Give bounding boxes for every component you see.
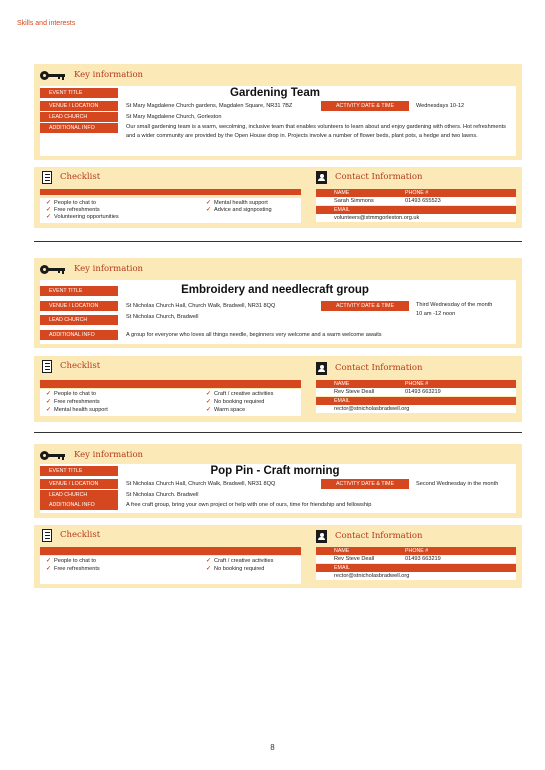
- checklist-item: ✓ Warm space: [206, 407, 246, 413]
- activity-date-time-label: ACTIVITY DATE & TIME: [321, 301, 409, 311]
- check-mark-icon: ✓: [206, 558, 212, 564]
- checklist-heading: [42, 528, 100, 542]
- event-details-card: [40, 280, 516, 344]
- key-information-panel: [34, 258, 522, 348]
- contact-icon: [316, 362, 327, 375]
- venue-value: St Mary Magdalene Church gardens, Magdalen Square, NR31 7BZ: [126, 103, 293, 109]
- check-mark-icon: ✓: [206, 391, 212, 397]
- checklist-list: [40, 389, 301, 416]
- check-mark-icon: ✓: [46, 399, 52, 405]
- checklist-bar: [40, 547, 301, 555]
- contact-name: Sarah Simmons: [334, 198, 374, 204]
- checklist-item: ✓ Free refreshments: [46, 207, 100, 213]
- contact-email-header: [316, 397, 516, 405]
- event-title-label: EVENT TITLE: [40, 88, 118, 98]
- check-mark-icon: ✓: [206, 200, 212, 206]
- checklist-item: ✓ People to chat to: [46, 391, 97, 397]
- contact-name-phone-header: [316, 189, 516, 197]
- section-divider: [34, 241, 522, 242]
- contact-name: Rev Steve Deall: [334, 389, 375, 395]
- event-details-card: [40, 464, 516, 513]
- additional-info-label: ADDITIONAL INFO: [40, 123, 118, 133]
- email-label: EMAIL: [334, 565, 350, 571]
- event-title-label: EVENT TITLE: [40, 286, 118, 296]
- phone-label: PHONE #: [405, 190, 429, 196]
- lead-church-label: LEAD CHURCH: [40, 315, 118, 325]
- event-title-label: EVENT TITLE: [40, 466, 118, 476]
- event-title: Pop Pin - Craft morning: [210, 465, 340, 477]
- venue-location-label: VENUE / LOCATION: [40, 301, 118, 311]
- checklist-item: ✓ No booking required: [206, 566, 265, 572]
- contact-name: Rev Steve Deall: [334, 556, 375, 562]
- check-mark-icon: ✓: [46, 207, 52, 213]
- checklist-list: [40, 556, 301, 584]
- contact-title: Contact Information: [335, 363, 423, 373]
- check-mark-icon: ✓: [46, 566, 52, 572]
- check-mark-icon: ✓: [206, 399, 212, 405]
- event-title: Gardening Team: [230, 87, 320, 99]
- key-information-title: Key information: [74, 450, 144, 460]
- checklist-item: ✓ Free refreshments: [46, 399, 100, 405]
- additional-info-value: A free craft group, bring your own project or help with one of ours, time for friendship and fellowship: [126, 502, 372, 508]
- key-icon: [40, 451, 66, 460]
- contact-icon: [316, 530, 327, 543]
- key-information-heading: [40, 68, 143, 82]
- contact-heading: [316, 529, 422, 543]
- event-title: Embroidery and needlecraft group: [181, 284, 369, 296]
- contact-email-row: [316, 405, 516, 413]
- lead-church-label: LEAD CHURCH: [40, 112, 118, 122]
- checklist-list: [40, 198, 301, 223]
- venue-location-label: VENUE / LOCATION: [40, 101, 118, 111]
- additional-info-value: Our small gardening team is a warm, wecolming, inclusive team that enables volunteers to learn about and enjoy gardening with others. Hot refreshments and a wider community are provided by the Open House drop in. Projects involve a number of flower beds, plant pots, a hedge and two lawns.: [126, 124, 506, 139]
- section-divider: [34, 432, 522, 433]
- phone-label: PHONE #: [405, 548, 429, 554]
- additional-info-value: A group for everyone who loves all things needle, beginners very welcome and a warm welcome awaits: [126, 332, 382, 338]
- key-icon: [40, 71, 66, 80]
- contact-heading: [316, 170, 422, 184]
- contact-phone: 01493 663219: [405, 389, 441, 395]
- activity-date-time-label: ACTIVITY DATE & TIME: [321, 101, 409, 111]
- additional-info-label: ADDITIONAL INFO: [40, 500, 118, 510]
- contact-name-phone-row: [316, 197, 516, 205]
- contact-email-row: [316, 214, 516, 222]
- checklist-heading: [42, 170, 100, 184]
- checklist-contact-panel: [34, 356, 522, 422]
- activity-date-time-value: Second Wednesday in the month: [416, 481, 499, 487]
- checklist-heading: [42, 359, 100, 373]
- activity-date-time-label: ACTIVITY DATE & TIME: [321, 479, 409, 489]
- checklist-item: ✓ Free refreshments: [46, 566, 100, 572]
- name-label: NAME: [334, 548, 350, 554]
- contact-name-phone-header: [316, 547, 516, 555]
- checklist-item: ✓ Mental health support: [46, 407, 108, 413]
- checklist-item: ✓ No booking required: [206, 399, 265, 405]
- key-information-panel: [34, 64, 522, 160]
- contact-email[interactable]: rector@stnicholasbradwell.org: [334, 573, 410, 579]
- contact-heading: [316, 361, 422, 375]
- key-icon: [40, 265, 66, 274]
- check-mark-icon: ✓: [206, 207, 212, 213]
- contact-name-phone-row: [316, 388, 516, 396]
- lead-church-value: St Mary Magdalene Church, Gorleston: [126, 114, 222, 120]
- name-label: NAME: [334, 190, 350, 196]
- check-mark-icon: ✓: [206, 566, 212, 572]
- activity-date-time-value-2: 10 am -12 noon: [416, 311, 456, 317]
- contact-name-phone-row: [316, 555, 516, 563]
- page-number: 8: [270, 743, 275, 752]
- checklist-item: ✓ Craft / creative activities: [206, 391, 274, 397]
- checklist-item: ✓ People to chat to: [46, 200, 97, 206]
- key-information-title: Key information: [74, 264, 144, 274]
- page-header: Skills and interests: [17, 20, 76, 27]
- checklist-icon: [42, 360, 52, 373]
- phone-label: PHONE #: [405, 381, 429, 387]
- contact-phone: 01493 655523: [405, 198, 441, 204]
- checklist-contact-panel: [34, 167, 522, 228]
- event-details-card: [40, 86, 516, 156]
- checklist-icon: [42, 171, 52, 184]
- checklist-contact-panel: [34, 525, 522, 588]
- key-information-panel: [34, 444, 522, 518]
- checklist-item: ✓ People to chat to: [46, 558, 97, 564]
- lead-church-label: LEAD CHURCH: [40, 490, 118, 500]
- lead-church-value: St Nicholas Church. Bradwell: [126, 492, 199, 498]
- contact-title: Contact Information: [335, 531, 423, 541]
- contact-email-header: [316, 564, 516, 572]
- check-mark-icon: ✓: [46, 214, 52, 220]
- activity-date-time-value: Third Wednesday of the month: [416, 302, 493, 308]
- contact-email-row: [316, 572, 516, 580]
- lead-church-value: St Nicholas Church, Bradwell: [126, 314, 199, 320]
- checklist-bar: [40, 380, 301, 388]
- email-label: EMAIL: [334, 398, 350, 404]
- check-mark-icon: ✓: [46, 407, 52, 413]
- activity-date-time-value: Wednesdays 10-12: [416, 103, 465, 109]
- check-mark-icon: ✓: [46, 558, 52, 564]
- checklist-title: Checklist: [60, 172, 101, 182]
- venue-value: St Nicholas Church Hall, Church Walk, Bradwell, NR31 8QQ: [126, 303, 276, 309]
- key-information-title: Key information: [74, 70, 144, 80]
- checklist-item: ✓ Craft / creative activities: [206, 558, 274, 564]
- key-information-heading: [40, 262, 143, 276]
- venue-value: St Nicholas Church Hall, Church Walk, Bradwell, NR31 8QQ: [126, 481, 276, 487]
- contact-icon: [316, 171, 327, 184]
- checklist-title: Checklist: [60, 530, 101, 540]
- checklist-title: Checklist: [60, 361, 101, 371]
- contact-email-header: [316, 206, 516, 214]
- check-mark-icon: ✓: [206, 407, 212, 413]
- contact-email[interactable]: rector@stnicholasbradwell.org: [334, 406, 410, 412]
- checklist-item: ✓ Volunteering opportunities: [46, 214, 119, 220]
- check-mark-icon: ✓: [46, 200, 52, 206]
- checklist-item: ✓ Mental health support: [206, 200, 268, 206]
- checklist-bar: [40, 189, 301, 195]
- key-information-heading: [40, 448, 143, 462]
- check-mark-icon: ✓: [46, 391, 52, 397]
- contact-title: Contact Information: [335, 172, 423, 182]
- checklist-icon: [42, 529, 52, 542]
- email-label: EMAIL: [334, 207, 350, 213]
- contact-name-phone-header: [316, 380, 516, 388]
- contact-email[interactable]: volunteers@stmmgorleston.org.uk: [334, 215, 420, 221]
- venue-location-label: VENUE / LOCATION: [40, 479, 118, 489]
- name-label: NAME: [334, 381, 350, 387]
- checklist-item: ✓ Advice and signposting: [206, 207, 272, 213]
- contact-phone: 01493 663219: [405, 556, 441, 562]
- additional-info-label: ADDITIONAL INFO: [40, 330, 118, 340]
